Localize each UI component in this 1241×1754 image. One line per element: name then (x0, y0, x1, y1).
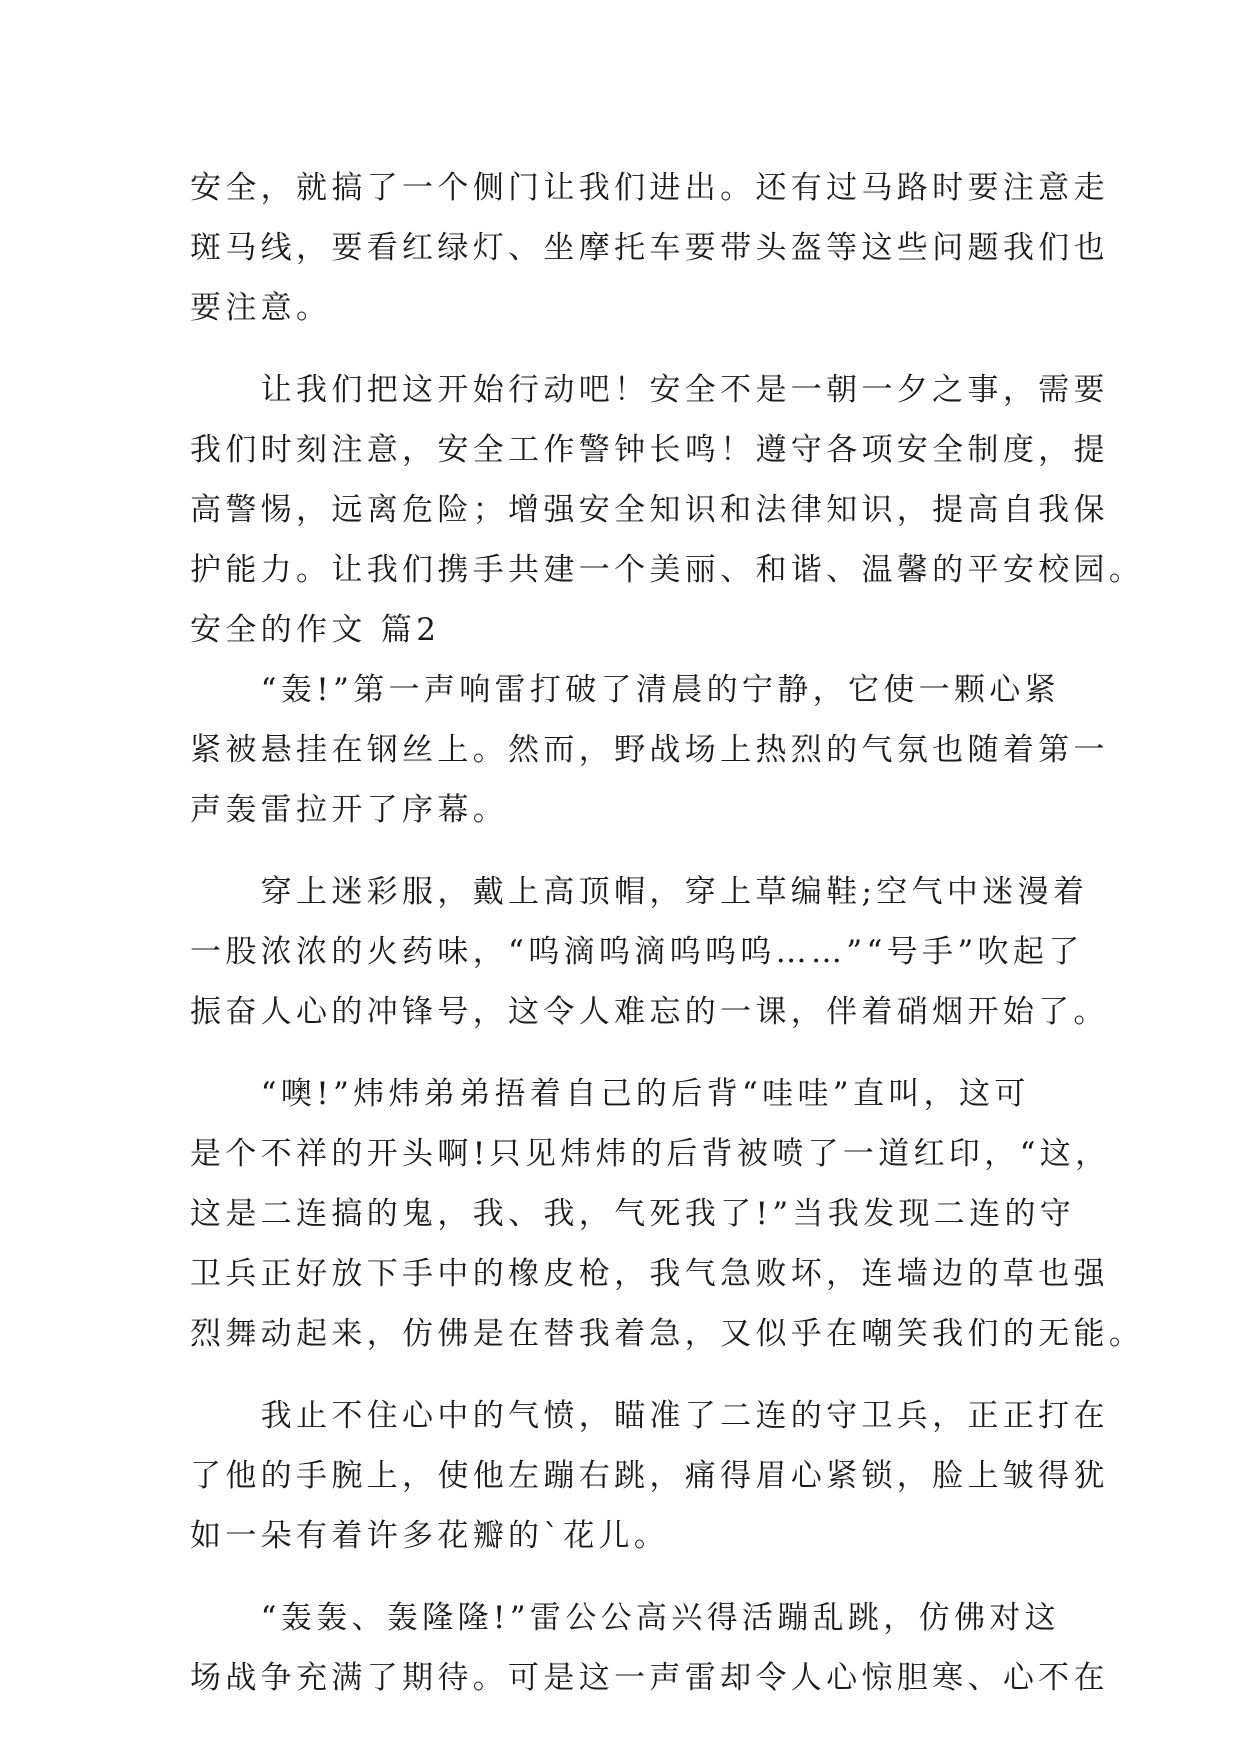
paragraph-start-line: “轰轰、轰隆隆!”雷公公高兴得活蹦乱跳，仿佛对这 (190, 1600, 1060, 1636)
text-line: 这是二连搞的鬼，我、我，气死我了!”当我发现二连的守 (190, 1196, 1076, 1232)
essay-body (190, 158, 1145, 1708)
paragraph-start-line: 让我们把这开始行动吧！安全不是一朝一夕之事，需要 (190, 372, 1109, 408)
text-line: 高警惕，远离危险；增强安全知识和法律知识，提高自我保 (190, 492, 1109, 528)
paragraph-start-line: 穿上迷彩服，戴上高顶帽，穿上草编鞋;空气中迷漫着 (190, 874, 1089, 910)
text-line: 了他的手腕上，使他左蹦右跳，痛得眉心紧锁，脸上皱得犹 (190, 1458, 1109, 1494)
text-line: 护能力。让我们携手共建一个美丽、和谐、温馨的平安校园。 (190, 552, 1145, 588)
text-line: 烈舞动起来，仿佛是在替我着急，又似乎在嘲笑我们的无能。 (190, 1316, 1145, 1352)
text-line: 振奋人心的冲锋号，这令人难忘的一课，伴着硝烟开始了。 (190, 994, 1109, 1030)
text-line: 是个不祥的开头啊!只见炜炜的后背被喷了一道红印，“这， (190, 1136, 1111, 1172)
text-line: 紧被悬挂在钢丝上。然而，野战场上热烈的气氛也随着第一 (190, 732, 1109, 768)
paragraph-start-line: “噢!”炜炜弟弟捂着自己的后背“哇哇”直叫，这可 (190, 1076, 1030, 1112)
text-line: 场战争充满了期待。可是这一声雷却令人心惊胆寒、心不在 (190, 1660, 1109, 1696)
section-heading: 安全的作文 篇2 (190, 612, 441, 648)
text-line: 卫兵正好放下手中的橡皮枪，我气急败坏，连墙边的草也强 (190, 1256, 1109, 1292)
text-line: 斑马线，要看红绿灯、坐摩托车要带头盔等这些问题我们也 (190, 230, 1109, 266)
text-line: 如一朵有着许多花瓣的`花儿。 (190, 1518, 670, 1554)
text-line: 声轰雷拉开了序幕。 (190, 792, 509, 828)
paragraph-start-line: 我止不住心中的气愤，瞄准了二连的守卫兵，正正打在 (190, 1398, 1109, 1434)
text-line: 要注意。 (190, 290, 332, 326)
text-line: 一股浓浓的火药味，“呜滴呜滴呜呜呜……”“号手”吹起了 (190, 934, 1084, 970)
text-line: 安全，就搞了一个侧门让我们进出。还有过马路时要注意走 (190, 170, 1109, 206)
text-line: 我们时刻注意，安全工作警钟长鸣！遵守各项安全制度，提 (190, 432, 1109, 468)
paragraph-start-line: “轰!”第一声响雷打破了清晨的宁静，它使一颗心紧 (190, 672, 1060, 708)
